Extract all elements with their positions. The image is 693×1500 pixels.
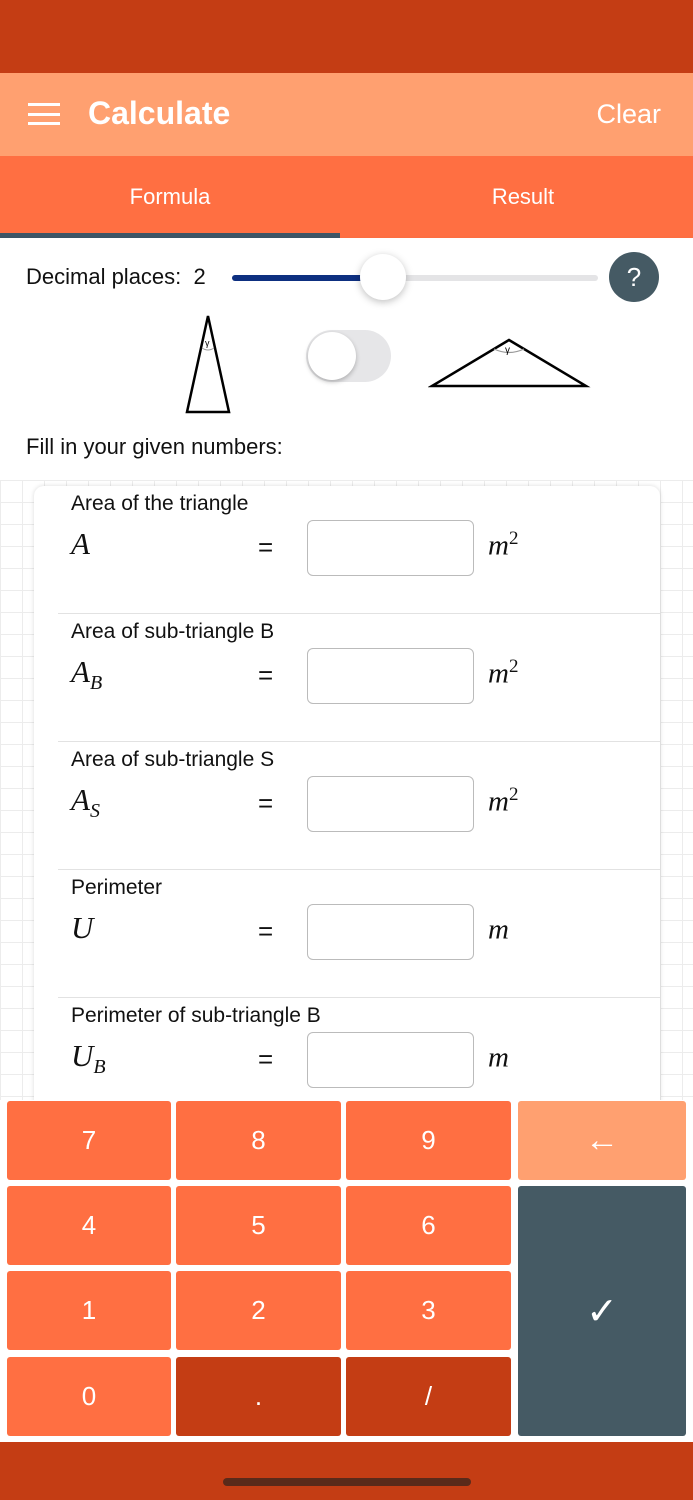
key-1[interactable]: 1 — [7, 1271, 171, 1350]
key-3[interactable]: 3 — [346, 1271, 511, 1350]
decimal-places-slider[interactable] — [232, 275, 598, 281]
field-input[interactable] — [307, 776, 474, 832]
settings-panel — [0, 238, 693, 480]
field-label: Perimeter of sub-triangle B — [71, 1004, 321, 1027]
field-label: Area of sub-triangle B — [71, 620, 275, 643]
equals-sign: = — [258, 532, 274, 562]
svg-text:γ: γ — [505, 345, 510, 356]
field-symbol: $U_B$ — [71, 1038, 106, 1079]
equals-sign: = — [258, 660, 274, 690]
equals-sign: = — [258, 916, 274, 946]
field-input[interactable] — [307, 1032, 474, 1088]
obtuse-triangle-icon — [428, 334, 592, 390]
unit-label: $m^2$ — [488, 656, 519, 690]
field-row — [58, 614, 660, 742]
svg-text:γ: γ — [205, 338, 210, 348]
hamburger-menu-icon[interactable] — [28, 103, 60, 125]
key-2[interactable]: 2 — [176, 1271, 341, 1350]
key-7[interactable]: 7 — [7, 1101, 171, 1180]
field-label: Area of sub-triangle S — [71, 748, 275, 771]
home-indicator[interactable] — [223, 1478, 471, 1486]
field-input[interactable] — [307, 520, 474, 576]
field-input[interactable] — [307, 904, 474, 960]
field-label: Area of the triangle — [71, 492, 249, 515]
decimal-places-label: Decimal places: 2 — [26, 264, 206, 289]
key-0[interactable]: 0 — [7, 1357, 171, 1436]
help-button[interactable]: ? — [609, 252, 659, 302]
instructions-label: Fill in your given numbers: — [26, 434, 283, 459]
field-symbol: A — [71, 526, 90, 561]
equals-sign: = — [258, 788, 274, 818]
key-5[interactable]: 5 — [176, 1186, 341, 1265]
slider-fill — [232, 275, 378, 281]
field-symbol: $A_B$ — [71, 654, 103, 695]
field-row — [58, 486, 660, 614]
field-input[interactable] — [307, 648, 474, 704]
decimal-places-value: 2 — [193, 264, 206, 289]
key-6[interactable]: 6 — [346, 1186, 511, 1265]
key-8[interactable]: 8 — [176, 1101, 341, 1180]
equals-sign: = — [258, 1044, 274, 1074]
field-label: Perimeter — [71, 876, 163, 899]
tab-result[interactable]: Result — [491, 184, 555, 209]
slider-thumb[interactable] — [360, 254, 406, 300]
status-bar — [0, 0, 693, 73]
tab-formula[interactable]: Formula — [129, 184, 211, 209]
navigation-bar — [0, 1442, 693, 1500]
field-row — [58, 870, 660, 998]
key-slash[interactable]: / — [346, 1357, 511, 1436]
app-header — [0, 73, 693, 156]
page-title: Calculate — [88, 95, 231, 131]
unit-label: $m^2$ — [488, 528, 519, 562]
unit-label: m — [488, 913, 509, 946]
key-9[interactable]: 9 — [346, 1101, 511, 1180]
tab-bar — [0, 156, 693, 238]
triangle-type-toggle[interactable] — [306, 330, 391, 382]
unit-label: $m^2$ — [488, 784, 519, 818]
unit-label: m — [488, 1041, 509, 1074]
backspace-arrow-icon[interactable]: ← — [518, 1101, 686, 1180]
confirm-check-icon[interactable]: ✓ — [518, 1186, 686, 1436]
field-symbol: U — [71, 910, 94, 945]
acute-triangle-icon — [180, 310, 236, 416]
key-4[interactable]: 4 — [7, 1186, 171, 1265]
field-symbol: $A_S$ — [71, 782, 100, 823]
key-decimal[interactable]: . — [176, 1357, 341, 1436]
field-row — [58, 742, 660, 870]
clear-button[interactable]: Clear — [596, 99, 661, 129]
